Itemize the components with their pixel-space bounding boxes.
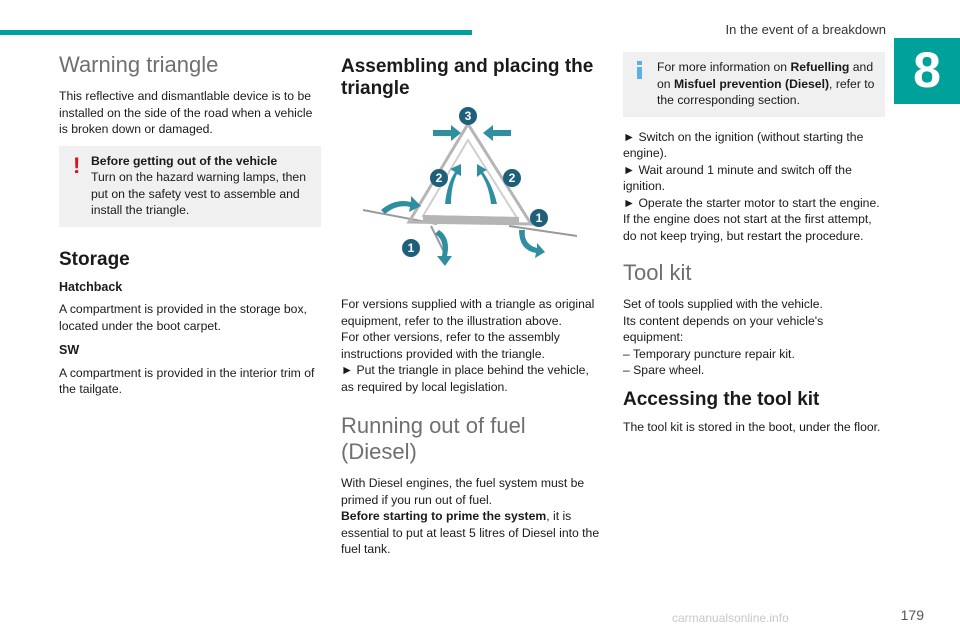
callout-1-left-label: 1 [407, 241, 415, 255]
triangle-para3: ► Put the triangle in place behind the vehicle, as required by local legislation. [341, 363, 589, 394]
info-post: , refer to the corresponding section. [657, 76, 875, 107]
triangle-base [423, 218, 519, 220]
triangle-para2: For other versions, refer to the assembly instructions provided with the triangle. [341, 330, 560, 361]
info-box [623, 52, 885, 117]
exclamation-icon: ! [73, 152, 81, 178]
toolkit-item: – Temporary puncture repair kit. [623, 346, 795, 361]
callout-2-right-label: 2 [508, 171, 516, 185]
column-3 [623, 52, 885, 443]
callout-1-right-label: 1 [535, 211, 543, 225]
info-pre: For more information on [657, 60, 791, 74]
arrow-icon [519, 230, 545, 258]
arrow-icon [483, 125, 511, 141]
page-number: 179 [900, 607, 924, 623]
toolkit-para1: Set of tools supplied with the vehicle. [623, 297, 823, 311]
triangle-illustration [341, 106, 603, 288]
arrow-icon [435, 230, 452, 266]
toolkit-para2: Its content depends on your vehicle's equipment: [623, 313, 824, 344]
step-2: ► Wait around 1 minute and switch off the ignition. [623, 162, 852, 193]
accessing-toolkit-text: The tool kit is stored in the boot, under the floor. [623, 419, 881, 434]
info-link-misfuel: Misfuel prevention (Diesel) [673, 76, 830, 91]
hatchback-text: A compartment is provided in the storage box, located under the boot carpet. [59, 302, 307, 333]
storage-heading: Storage [59, 248, 130, 270]
warning-text: Turn on the hazard warning lamps, then put on the safety vest to assemble and install the triangle. [91, 170, 306, 217]
arrow-icon [445, 164, 461, 204]
warning-box [59, 146, 321, 227]
fuel-para2 [341, 508, 603, 558]
watermark: carmanualsonline.info [672, 611, 789, 625]
toolkit-heading: Tool kit [623, 260, 692, 285]
warning-title: Before getting out of the vehicle [91, 153, 278, 168]
section-title: In the event of a breakdown [725, 22, 886, 37]
step-3: ► Operate the starter motor to start the engine. [623, 195, 880, 210]
info-link-refuelling: Refuelling [790, 60, 850, 74]
info-text [631, 59, 875, 109]
sw-text: A compartment is provided in the interior trim of the tailgate. [59, 365, 315, 396]
step-note: If the engine does not start at the first attempt, do not keep trying, but restart the procedure. [623, 212, 872, 243]
warning-triangle-intro: This reflective and dismantlable device is to be installed on the side of the road when a vehicle is broken down or damaged. [59, 89, 313, 136]
fuel-para2-bold: Before starting to prime the system [341, 509, 547, 523]
step-1: ► Switch on the ignition (without starting the engine). [623, 129, 864, 160]
toolkit-item: – Spare wheel. [623, 363, 705, 377]
info-icon [637, 61, 642, 79]
fuel-para1: With Diesel engines, the fuel system must be primed if you run out of fuel. [341, 476, 585, 507]
column-2 [341, 56, 603, 558]
warning-text-line1 [67, 169, 311, 219]
column-1 [59, 52, 321, 406]
hatchback-heading: Hatchback [59, 279, 123, 294]
fuel-para2-rest: , it is essential to put at least 5 litres of Diesel into the fuel tank. [341, 509, 600, 556]
info-mid: and on [657, 60, 874, 91]
callout-2-left-label: 2 [435, 171, 443, 185]
triangle-para1: For versions supplied with a triangle as original equipment, refer to the illustration above. [341, 297, 595, 328]
arrow-icon [433, 125, 461, 141]
accessing-toolkit-heading: Accessing the tool kit [623, 388, 820, 410]
arrow-icon [477, 164, 497, 204]
sw-heading: SW [59, 343, 80, 357]
warning-triangle-heading: Warning triangle [59, 52, 219, 77]
fuel-heading: Running out of fuel (Diesel) [341, 413, 526, 464]
header-accent-bar [0, 30, 472, 35]
assembling-heading: Assembling and placing the triangle [341, 56, 594, 99]
chapter-number: 8 [913, 42, 941, 98]
callout-3-label: 3 [464, 109, 472, 123]
